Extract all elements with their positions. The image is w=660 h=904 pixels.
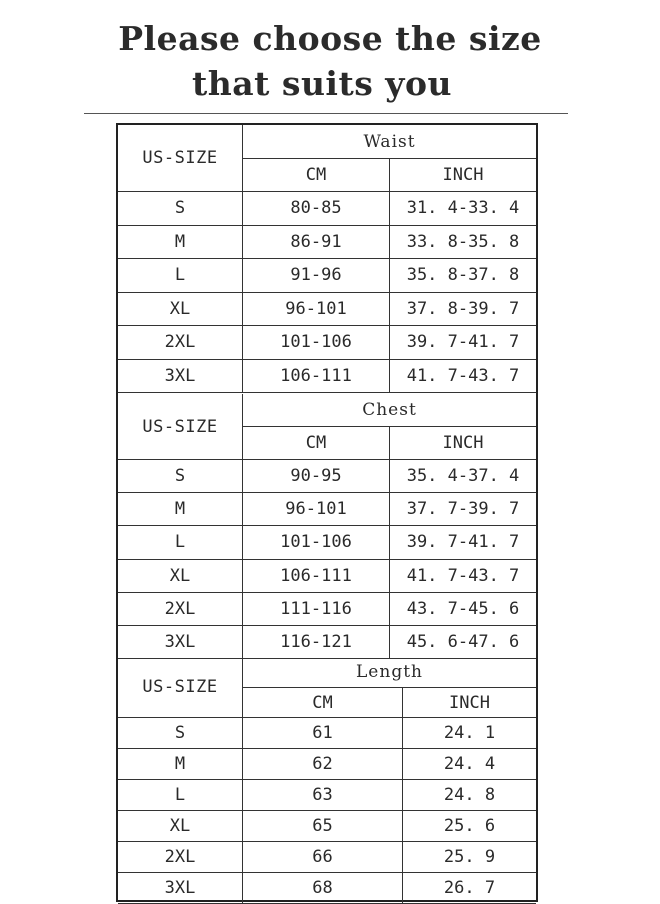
title-divider — [84, 113, 568, 114]
inch-cell: 37. 7-39. 7 — [390, 493, 536, 526]
cm-cell: 96-101 — [243, 293, 390, 327]
size-cell: L — [118, 780, 243, 811]
inch-column-header: INCH — [390, 159, 536, 192]
inch-cell: 41. 7-43. 7 — [390, 560, 536, 593]
size-cell: L — [118, 526, 243, 559]
size-chart — [116, 123, 538, 902]
cm-cell: 91-96 — [243, 259, 390, 293]
size-cell: L — [118, 259, 243, 293]
inch-cell: 39. 7-41. 7 — [390, 526, 536, 559]
cm-cell: 86-91 — [243, 226, 390, 260]
cm-cell: 61 — [243, 718, 403, 749]
size-cell: S — [118, 460, 243, 493]
size-cell: 3XL — [118, 360, 243, 394]
inch-cell: 24. 1 — [403, 718, 536, 749]
cm-cell: 106-111 — [243, 560, 390, 593]
inch-cell: 31. 4-33. 4 — [390, 192, 536, 226]
inch-cell: 37. 8-39. 7 — [390, 293, 536, 327]
page-title: Please choose the size — [118, 19, 542, 58]
cm-cell: 66 — [243, 842, 403, 873]
cm-cell: 65 — [243, 811, 403, 842]
size-cell: 2XL — [118, 326, 243, 360]
cm-cell: 80-85 — [243, 192, 390, 226]
size-cell: S — [118, 718, 243, 749]
size-section-length — [118, 657, 536, 904]
us-size-label: US-SIZE — [118, 394, 243, 460]
inch-cell: 41. 7-43. 7 — [390, 360, 536, 394]
size-cell: M — [118, 749, 243, 780]
us-size-label: US-SIZE — [118, 657, 243, 718]
inch-cell: 45. 6-47. 6 — [390, 626, 536, 659]
cm-cell: 68 — [243, 873, 403, 904]
cm-cell: 62 — [243, 749, 403, 780]
inch-column-header: INCH — [390, 427, 536, 460]
page-subtitle: that suits you — [192, 64, 452, 103]
us-size-label: US-SIZE — [118, 125, 243, 192]
cm-column-header: CM — [243, 159, 390, 192]
size-cell: 3XL — [118, 626, 243, 659]
size-cell: 3XL — [118, 873, 243, 904]
size-cell: XL — [118, 560, 243, 593]
measure-header: Length — [243, 657, 536, 688]
cm-cell: 111-116 — [243, 593, 390, 626]
inch-cell: 33. 8-35. 8 — [390, 226, 536, 260]
cm-cell: 101-106 — [243, 326, 390, 360]
cm-cell: 96-101 — [243, 493, 390, 526]
inch-cell: 24. 8 — [403, 780, 536, 811]
inch-cell: 24. 4 — [403, 749, 536, 780]
size-cell: M — [118, 226, 243, 260]
cm-cell: 90-95 — [243, 460, 390, 493]
measure-header: Waist — [243, 125, 536, 159]
inch-cell: 39. 7-41. 7 — [390, 326, 536, 360]
size-cell: XL — [118, 811, 243, 842]
inch-cell: 25. 6 — [403, 811, 536, 842]
cm-cell: 63 — [243, 780, 403, 811]
size-section-chest — [118, 394, 536, 659]
cm-column-header: CM — [243, 427, 390, 460]
size-cell: M — [118, 493, 243, 526]
measure-header: Chest — [243, 394, 536, 427]
size-cell: 2XL — [118, 593, 243, 626]
cm-cell: 116-121 — [243, 626, 390, 659]
inch-cell: 35. 4-37. 4 — [390, 460, 536, 493]
cm-column-header: CM — [243, 688, 403, 718]
size-cell: S — [118, 192, 243, 226]
inch-cell: 25. 9 — [403, 842, 536, 873]
cm-cell: 106-111 — [243, 360, 390, 394]
size-cell: XL — [118, 293, 243, 327]
cm-cell: 101-106 — [243, 526, 390, 559]
size-section-waist — [118, 125, 536, 393]
inch-column-header: INCH — [403, 688, 536, 718]
size-cell: 2XL — [118, 842, 243, 873]
inch-cell: 26. 7 — [403, 873, 536, 904]
inch-cell: 43. 7-45. 6 — [390, 593, 536, 626]
inch-cell: 35. 8-37. 8 — [390, 259, 536, 293]
